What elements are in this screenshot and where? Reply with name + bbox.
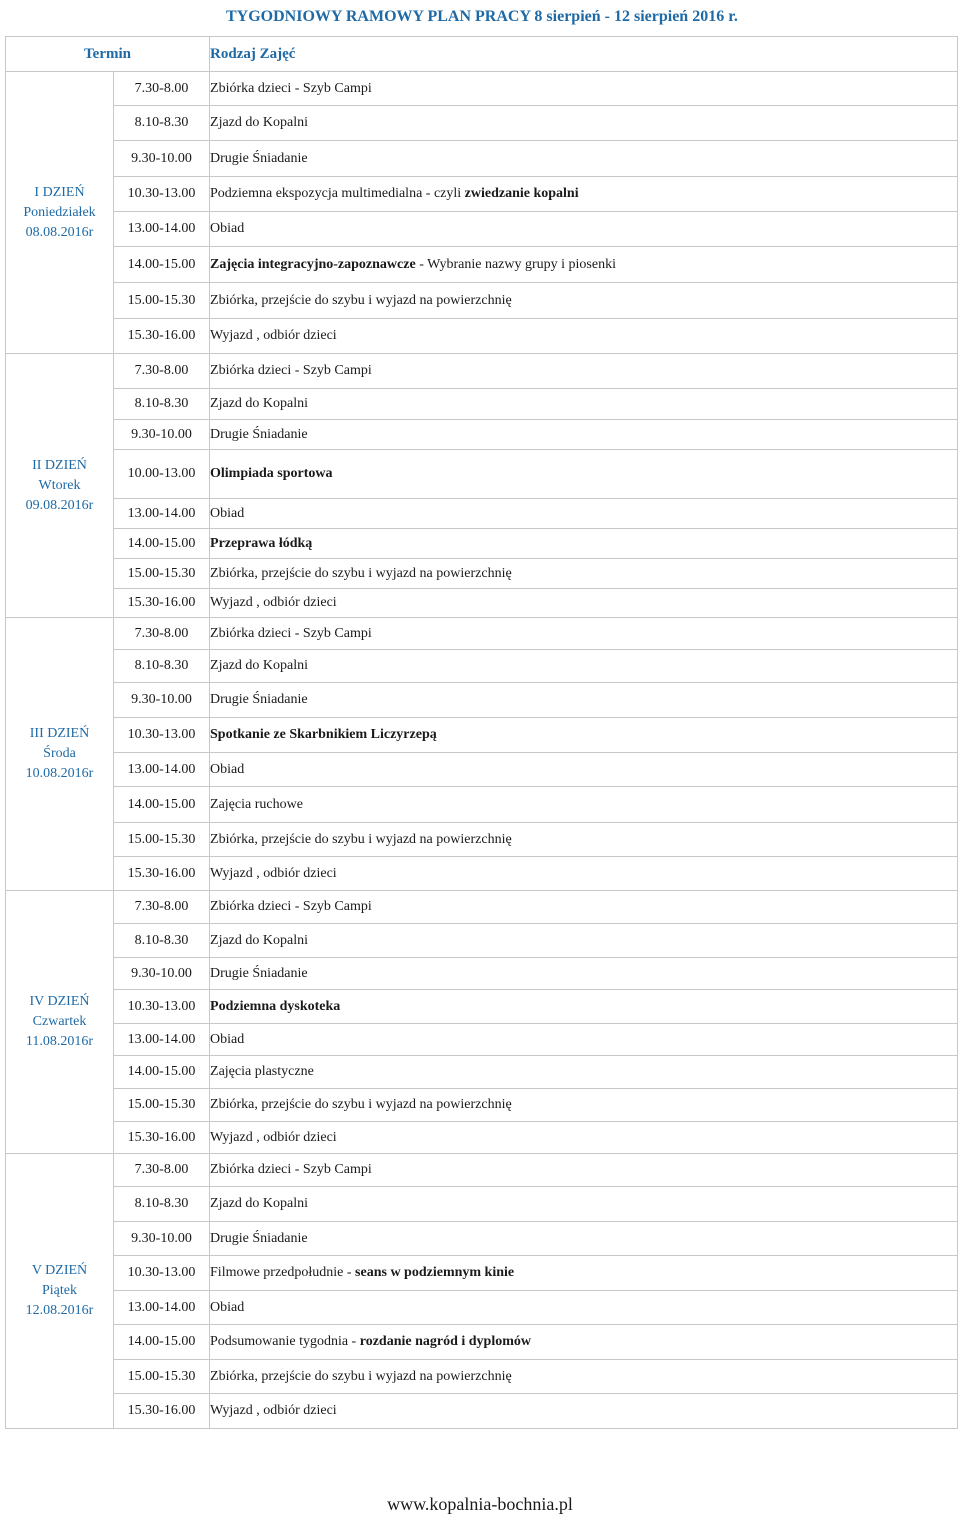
- activity-text: Zjazd do Kopalni: [210, 658, 308, 673]
- activity-cell: [210, 283, 958, 319]
- activity-text: Obiad: [210, 1031, 245, 1047]
- activity-text: Zbiórka dzieci - Szyb Campi: [210, 363, 372, 378]
- schedule-row: [6, 1187, 958, 1222]
- activity-cell: [210, 753, 958, 787]
- time-cell: 14.00-15.00: [114, 529, 210, 559]
- day-date: 12.08.2016r: [25, 1303, 94, 1318]
- activity-cell: [210, 450, 958, 499]
- schedule-row: [6, 924, 958, 958]
- activity-cell: [210, 618, 958, 650]
- time-cell: 9.30-10.00: [114, 420, 210, 450]
- activity-text: Wyjazd , odbiór dzieci: [210, 328, 337, 343]
- schedule-row: [6, 72, 958, 106]
- time-cell: 7.30-8.00: [114, 354, 210, 389]
- activity-cell: [210, 141, 958, 177]
- time-cell: 15.00-15.30: [114, 559, 210, 589]
- activity-cell: [210, 1154, 958, 1187]
- activity-text: Wyjazd , odbiór dzieci: [210, 865, 337, 881]
- activity-text: Drugie Śniadanie: [210, 965, 308, 981]
- activity-cell: [210, 1089, 958, 1122]
- activity-cell: [210, 1256, 958, 1291]
- activity-text: Obiad: [210, 505, 245, 521]
- activity-cell: [210, 1222, 958, 1256]
- day-cell: [6, 1154, 114, 1429]
- activity-cell: [210, 823, 958, 857]
- day-label: III DZIEŃ: [29, 726, 90, 741]
- day-cell: [6, 891, 114, 1154]
- schedule-row: [6, 787, 958, 823]
- header-termin: Termin: [6, 37, 210, 72]
- activity-text: zwiedzanie kopalni: [464, 186, 579, 201]
- schedule-row: [6, 212, 958, 247]
- activity-text: Zbiórka, przejście do szybu i wyjazd na powierzchnię: [210, 831, 512, 847]
- activity-text: Obiad: [210, 1299, 245, 1315]
- day-date: 08.08.2016r: [25, 224, 94, 240]
- time-cell: 15.30-16.00: [114, 589, 210, 618]
- time-cell: 15.00-15.30: [114, 283, 210, 319]
- schedule-row: [6, 141, 958, 177]
- schedule-row: [6, 283, 958, 319]
- header-rodzaj: Rodzaj Zajęć: [210, 37, 958, 72]
- activity-cell: [210, 787, 958, 823]
- time-cell: 8.10-8.30: [114, 389, 210, 420]
- schedule-row: [6, 1256, 958, 1291]
- schedule-row: [6, 891, 958, 924]
- schedule-row: [6, 420, 958, 450]
- activity-cell: [210, 319, 958, 354]
- day-weekday: Poniedziałek: [23, 204, 96, 220]
- activity-text: Wyjazd , odbiór dzieci: [210, 595, 337, 610]
- time-cell: 15.30-16.00: [114, 319, 210, 354]
- activity-cell: [210, 1360, 958, 1394]
- activity-text: Zjazd do Kopalni: [210, 1196, 308, 1211]
- time-cell: 7.30-8.00: [114, 1154, 210, 1187]
- day-label: I DZIEŃ: [34, 184, 85, 200]
- activity-text: Zajęcia ruchowe: [210, 796, 303, 812]
- activity-text: Obiad: [210, 761, 245, 777]
- time-cell: 8.10-8.30: [114, 650, 210, 683]
- time-cell: 13.00-14.00: [114, 753, 210, 787]
- day-label: II DZIEŃ: [32, 457, 87, 473]
- activity-text: Zjazd do Kopalni: [210, 932, 308, 948]
- activity-cell: [210, 72, 958, 106]
- activity-text: Zbiórka, przejście do szybu i wyjazd na powierzchnię: [210, 292, 512, 308]
- page-title: TYGODNIOWY RAMOWY PLAN PRACY 8 sierpień - 12 sierpień 2016 r.: [226, 8, 738, 25]
- time-cell: 7.30-8.00: [114, 72, 210, 106]
- activity-text: Zbiórka, przejście do szybu i wyjazd na powierzchnię: [210, 1097, 512, 1112]
- activity-text: Zbiórka dzieci - Szyb Campi: [210, 899, 372, 914]
- schedule-row: [6, 450, 958, 499]
- activity-cell: [210, 499, 958, 529]
- schedule-row: [6, 1056, 958, 1089]
- schedule-row: [6, 1089, 958, 1122]
- activity-text: Drugie Śniadanie: [210, 1230, 308, 1246]
- schedule-row: [6, 1222, 958, 1256]
- time-cell: 7.30-8.00: [114, 891, 210, 924]
- time-cell: 9.30-10.00: [114, 141, 210, 177]
- activity-cell: [210, 177, 958, 212]
- activity-cell: [210, 990, 958, 1024]
- schedule-table: [5, 36, 958, 1429]
- day-weekday: Piątek: [42, 1283, 77, 1298]
- schedule-row: [6, 958, 958, 990]
- activity-text: Zajęcia plastyczne: [210, 1064, 314, 1079]
- activity-text: Zbiórka, przejście do szybu i wyjazd na powierzchnię: [210, 565, 512, 581]
- activity-cell: [210, 354, 958, 389]
- time-cell: 13.00-14.00: [114, 1291, 210, 1325]
- time-cell: 9.30-10.00: [114, 958, 210, 990]
- time-cell: 9.30-10.00: [114, 1222, 210, 1256]
- activity-text: Zbiórka dzieci - Szyb Campi: [210, 80, 372, 96]
- day-label: V DZIEŃ: [31, 1263, 88, 1278]
- day-date: 10.08.2016r: [25, 766, 94, 781]
- time-cell: 13.00-14.00: [114, 1024, 210, 1056]
- schedule-row: [6, 319, 958, 354]
- activity-cell: [210, 420, 958, 450]
- activity-text: Podsumowanie tygodnia -: [210, 1334, 360, 1349]
- time-cell: 10.00-13.00: [114, 450, 210, 499]
- schedule-row: [6, 1325, 958, 1360]
- footer-url: www.kopalnia-bochnia.pl: [387, 1494, 573, 1514]
- activity-text: seans w podziemnym kinie: [355, 1265, 515, 1280]
- activity-text: rozdanie nagród i dyplomów: [359, 1334, 531, 1349]
- time-cell: 15.00-15.30: [114, 1360, 210, 1394]
- activity-cell: [210, 247, 958, 283]
- schedule-row: [6, 753, 958, 787]
- activity-text: Podziemna dyskoteka: [210, 998, 341, 1014]
- schedule-row: [6, 1291, 958, 1325]
- schedule-row: [6, 1154, 958, 1187]
- day-cell: [6, 618, 114, 891]
- activity-cell: [210, 958, 958, 990]
- activity-text: Podziemna ekspozycja multimedialna - czyli: [210, 186, 465, 201]
- schedule-row: [6, 650, 958, 683]
- schedule-body: [6, 72, 958, 1429]
- activity-cell: [210, 718, 958, 753]
- time-cell: 15.00-15.30: [114, 1089, 210, 1122]
- activity-cell: [210, 1056, 958, 1089]
- activity-text: Zbiórka dzieci - Szyb Campi: [210, 1162, 372, 1177]
- activity-cell: [210, 1394, 958, 1429]
- activity-text: Drugie Śniadanie: [210, 426, 308, 442]
- header-row: [6, 37, 958, 72]
- schedule-row: [6, 990, 958, 1024]
- schedule-row: [6, 718, 958, 753]
- activity-text: Zajęcia integracyjno-zapoznawcze: [210, 256, 416, 272]
- activity-cell: [210, 857, 958, 891]
- time-cell: 15.30-16.00: [114, 857, 210, 891]
- activity-cell: [210, 529, 958, 559]
- schedule-row: [6, 1360, 958, 1394]
- time-cell: 10.30-13.00: [114, 1256, 210, 1291]
- schedule-row: [6, 247, 958, 283]
- schedule-row: [6, 529, 958, 559]
- time-cell: 15.30-16.00: [114, 1394, 210, 1429]
- time-cell: 8.10-8.30: [114, 1187, 210, 1222]
- schedule-row: [6, 559, 958, 589]
- activity-cell: [210, 891, 958, 924]
- schedule-row: [6, 177, 958, 212]
- time-cell: 15.30-16.00: [114, 1122, 210, 1154]
- schedule-row: [6, 823, 958, 857]
- activity-cell: [210, 683, 958, 718]
- day-cell: [6, 354, 114, 618]
- day-cell: [6, 72, 114, 354]
- day-weekday: Czwartek: [32, 1014, 87, 1029]
- time-cell: 10.30-13.00: [114, 990, 210, 1024]
- schedule-row: [6, 1394, 958, 1429]
- activity-cell: [210, 650, 958, 683]
- schedule-row: [6, 618, 958, 650]
- schedule-row: [6, 354, 958, 389]
- activity-text: Zbiórka, przejście do szybu i wyjazd na powierzchnię: [210, 1368, 512, 1384]
- activity-cell: [210, 106, 958, 141]
- time-cell: 7.30-8.00: [114, 618, 210, 650]
- activity-text: Spotkanie ze Skarbnikiem Liczyrzepą: [210, 727, 437, 742]
- activity-text: Zjazd do Kopalni: [210, 396, 308, 411]
- activity-text: Obiad: [210, 221, 245, 236]
- time-cell: 9.30-10.00: [114, 683, 210, 718]
- activity-cell: [210, 389, 958, 420]
- schedule-row: [6, 1122, 958, 1154]
- time-cell: 8.10-8.30: [114, 924, 210, 958]
- activity-cell: [210, 1024, 958, 1056]
- activity-cell: [210, 1325, 958, 1360]
- schedule-row: [6, 499, 958, 529]
- schedule-row: [6, 389, 958, 420]
- time-cell: 13.00-14.00: [114, 212, 210, 247]
- time-cell: 14.00-15.00: [114, 247, 210, 283]
- activity-text: Zjazd do Kopalni: [210, 115, 308, 130]
- time-cell: 8.10-8.30: [114, 106, 210, 141]
- activity-text: Wyjazd , odbiór dzieci: [210, 1129, 337, 1145]
- activity-text: Filmowe przedpołudnie -: [210, 1265, 356, 1280]
- schedule-row: [6, 857, 958, 891]
- schedule-row: [6, 1024, 958, 1056]
- time-cell: 10.30-13.00: [114, 177, 210, 212]
- day-date: 09.08.2016r: [25, 497, 94, 513]
- activity-cell: [210, 559, 958, 589]
- activity-text: Olimpiada sportowa: [210, 466, 333, 481]
- schedule-row: [6, 106, 958, 141]
- activity-text: - Wybranie nazwy grupy i piosenki: [415, 256, 616, 272]
- time-cell: 10.30-13.00: [114, 718, 210, 753]
- schedule-row: [6, 589, 958, 618]
- activity-cell: [210, 1291, 958, 1325]
- day-weekday: Środa: [43, 746, 76, 761]
- schedule-row: [6, 683, 958, 718]
- time-cell: 14.00-15.00: [114, 1325, 210, 1360]
- day-date: 11.08.2016r: [25, 1034, 94, 1049]
- activity-cell: [210, 1187, 958, 1222]
- activity-text: Przeprawa łódką: [210, 535, 313, 551]
- activity-cell: [210, 1122, 958, 1154]
- activity-text: Drugie Śniadanie: [210, 692, 308, 707]
- day-label: IV DZIEŃ: [29, 994, 90, 1009]
- activity-text: Drugie Śniadanie: [210, 150, 308, 166]
- activity-cell: [210, 212, 958, 247]
- time-cell: 15.00-15.30: [114, 823, 210, 857]
- time-cell: 14.00-15.00: [114, 1056, 210, 1089]
- day-weekday: Wtorek: [38, 477, 81, 493]
- activity-cell: [210, 589, 958, 618]
- activity-text: Wyjazd , odbiór dzieci: [210, 1403, 337, 1418]
- activity-text: Zbiórka dzieci - Szyb Campi: [210, 625, 372, 641]
- activity-cell: [210, 924, 958, 958]
- time-cell: 14.00-15.00: [114, 787, 210, 823]
- time-cell: 13.00-14.00: [114, 499, 210, 529]
